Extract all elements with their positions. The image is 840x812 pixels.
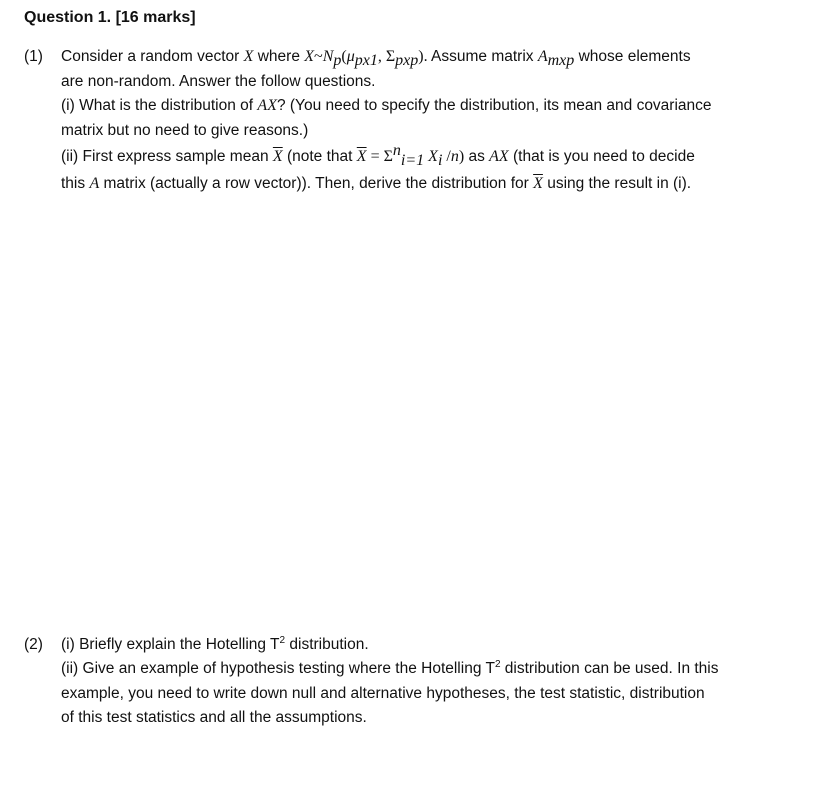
text: distribution. xyxy=(285,636,369,653)
math-sub-p: p xyxy=(333,52,342,70)
math-xbar: $\overline{X}$ xyxy=(272,148,283,165)
text: (note that xyxy=(282,148,357,165)
text: distribution can be used. In this xyxy=(500,660,719,677)
part-1-line-6 xyxy=(61,175,691,193)
text: Consider a random vector xyxy=(61,48,244,65)
math-x: X xyxy=(243,48,254,65)
text: (i) Briefly explain the Hotelling T xyxy=(61,636,280,653)
part-2-line-3: example, you need to write down null and alternative hypotheses, the test statistic, distribution xyxy=(61,685,705,702)
math-sub-px1: px1 xyxy=(354,52,378,70)
part-2-line-1 xyxy=(61,636,369,654)
math-tilde: ~ xyxy=(314,48,323,65)
text: as xyxy=(464,148,490,165)
math-sub-i: i=1 xyxy=(400,152,425,170)
text: (ii) First express sample mean xyxy=(61,148,273,165)
math-n: N xyxy=(322,48,334,65)
math-sum: Σ xyxy=(383,148,393,165)
part-2-number: (2) xyxy=(24,636,43,653)
text: (ii) Give an example of hypothesis testing where the Hotelling T xyxy=(61,660,495,677)
part-2-line-4: of this test statistics and all the assumptions. xyxy=(61,709,367,726)
math-sub-mxp: mxp xyxy=(547,52,575,70)
text: matrix (actually a row vector)). Then, derive the distribution for xyxy=(99,175,534,192)
superscript-2: 2 xyxy=(279,634,286,646)
text: (i) What is the distribution of xyxy=(61,97,258,114)
superscript-2: 2 xyxy=(494,658,501,670)
part-1-line-5 xyxy=(61,141,695,170)
math-sigma: Σ xyxy=(385,48,396,65)
text: Assume matrix xyxy=(427,48,538,65)
question-title: Question 1. [16 marks] xyxy=(24,9,196,26)
math-mu: μ xyxy=(346,48,355,65)
text: this xyxy=(61,175,90,192)
math-sup-n: n xyxy=(392,141,401,159)
math-xbar: $\overline{X}$ xyxy=(356,148,367,165)
text: using the result in (i). xyxy=(542,175,692,192)
text: (that is you need to decide xyxy=(508,148,695,165)
part-1-line-4: matrix but no need to give reasons.) xyxy=(61,122,309,139)
math-slash: / xyxy=(442,148,451,165)
part-2-line-2 xyxy=(61,660,719,678)
math-paren: ). xyxy=(418,48,428,65)
text: where xyxy=(253,48,305,65)
math-equals: = xyxy=(366,148,384,165)
math-sub-i: i xyxy=(437,152,443,170)
math-a: A xyxy=(89,175,100,192)
part-1-number: (1) xyxy=(24,48,43,65)
math-comma: , xyxy=(377,48,386,65)
math-ax: AX xyxy=(489,148,509,165)
text: ? (You need to specify the distribution, its mean and covariance xyxy=(276,97,712,114)
part-1-line-2: are non-random. Answer the follow questions. xyxy=(61,73,376,90)
math-n: n xyxy=(450,148,459,165)
part-1-line-3 xyxy=(61,97,712,115)
math-x: X xyxy=(304,48,315,65)
math-a: A xyxy=(537,48,548,65)
math-paren: ) xyxy=(458,148,465,165)
math-xbar: $\overline{X}$ xyxy=(533,175,543,192)
math-paren: ( xyxy=(341,48,347,65)
text: whose elements xyxy=(574,48,691,65)
math-ax: AX xyxy=(257,97,277,114)
part-1-line-1 xyxy=(61,48,691,70)
math-xi: X xyxy=(424,148,438,165)
math-sub-pxp: pxp xyxy=(395,52,419,70)
